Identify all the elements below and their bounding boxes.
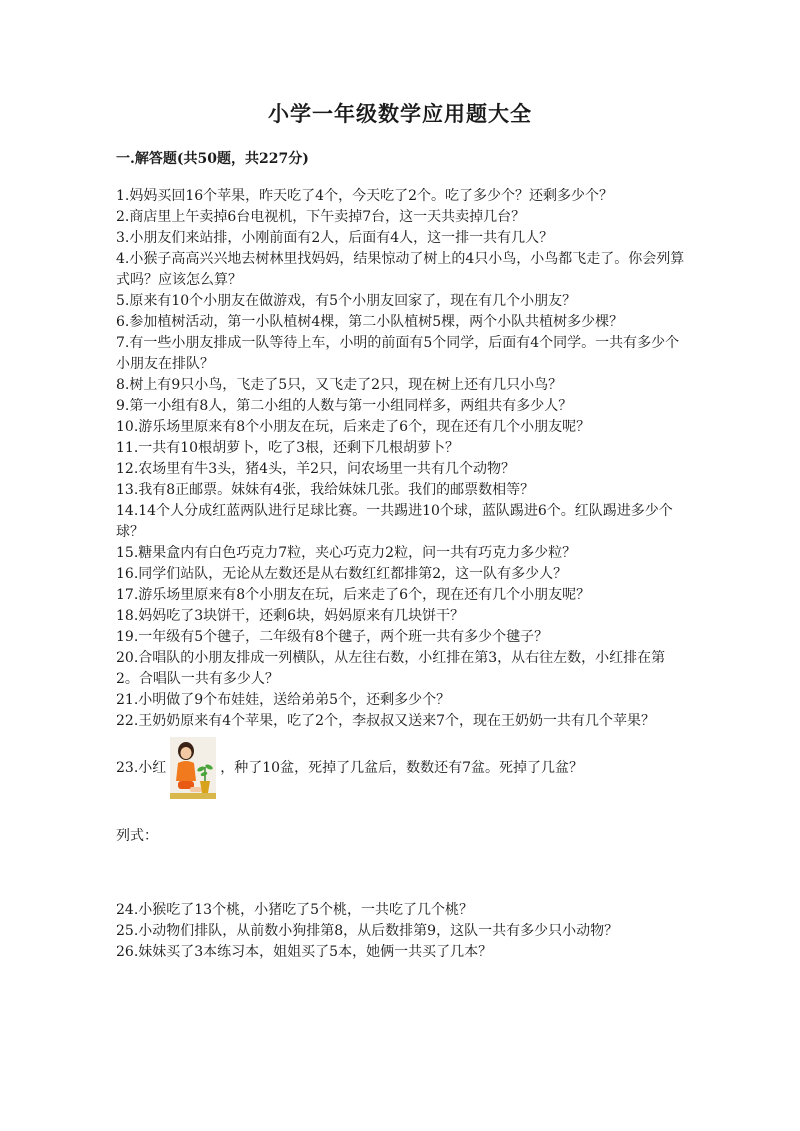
- question-20: 20.合唱队的小朋友排成一列横队，从左往右数，小红排在第3，从右往左数，小红排在第2。合唱队一共有多少人？: [116, 650, 666, 687]
- question-6: 6.参加植树活动，第一小队植树4棵，第二小队植树5棵，两个小队共植树多少棵？: [116, 314, 624, 330]
- girl-planting-image: [170, 737, 216, 799]
- question-19: 19.一年级有5个毽子，二年级有8个毽子，两个班一共有多少个毽子？: [116, 629, 549, 645]
- question-14: 14.14个人分成红蓝两队进行足球比赛。一共踢进10个球，蓝队踢进6个。红队踢进多少个球？: [116, 503, 673, 540]
- question-23: [116, 736, 688, 800]
- question-26: 26.妹妹买了3本练习本，姐姐买了5本，她俩一共买了几本？: [116, 944, 493, 960]
- section-heading: 一.解答题(共50题，共227分): [116, 151, 309, 167]
- question-11: 11.一共有10根胡萝卜，吃了3根，还剩下几根胡萝卜？: [116, 440, 459, 456]
- question-23-text-after: ，种了10盆，死掉了几盆后，数数还有7盆。死掉了几盆？: [220, 759, 583, 776]
- question-13: 13.我有8正邮票。妹妹有4张，我给妹妹几张。我们的邮票数相等？: [116, 482, 535, 498]
- question-3: 3.小朋友们来站排，小刚前面有2人，后面有4人，这一排一共有几人？: [116, 230, 554, 246]
- question-16: 16.同学们站队，无论从左数还是从右数红红都排第2，这一队有多少人？: [116, 566, 568, 582]
- question-12: 12.农场里有牛3头，猪4头，羊2只，问农场里一共有几个动物？: [116, 461, 515, 477]
- question-7: 7.有一些小朋友排成一队等待上车，小明的前面有5个同学，后面有4个同学。一共有多少个小朋友在排队？: [116, 335, 680, 372]
- question-18: 18.妈妈吃了3块饼干，还剩6块，妈妈原来有几块饼干？: [116, 608, 465, 624]
- question-25: 25.小动物们排队，从前数小狗排第8，从后数排第9，这队一共有多少只小动物？: [116, 923, 619, 939]
- question-24: 24.小猴吃了13个桃，小猪吃了5个桃，一共吃了几个桃？: [116, 902, 473, 918]
- question-1: 1.妈妈买回16个苹果，昨天吃了4个，今天吃了2个。吃了多少个？还剩多少个？: [116, 188, 613, 204]
- question-15: 15.糖果盒内有白色巧克力7粒，夹心巧克力2粒，问一共有巧克力多少粒？: [116, 545, 577, 561]
- page-title: 小学一年级数学应用题大全: [268, 101, 532, 126]
- formula-label: 列式：: [116, 828, 158, 844]
- question-5: 5.原来有10个小朋友在做游戏，有5个小朋友回家了，现在有几个小朋友？: [116, 293, 577, 309]
- question-23-text-before: 23.小红: [116, 759, 167, 776]
- question-22: 22.王奶奶原来有4个苹果，吃了2个，李叔叔又送来7个，现在王奶奶一共有几个苹果？: [116, 713, 655, 729]
- question-9: 9.第一小组有8人，第二小组的人数与第一小组同样多，两组共有多少人？: [116, 398, 573, 414]
- question-list: [116, 186, 688, 963]
- question-2: 2.商店里上午卖掉6台电视机，下午卖掉7台，这一天共卖掉几台？: [116, 209, 526, 225]
- question-4: 4.小猴子高高兴兴地去树林里找妈妈，结果惊动了树上的4只小鸟，小鸟都飞走了。你会列算式吗？应该怎么算？: [116, 251, 685, 288]
- answer-space: [116, 847, 688, 900]
- question-10: 10.游乐场里原来有8个小朋友在玩，后来走了6个，现在还有几个小朋友呢？: [116, 419, 591, 435]
- question-8: 8.树上有9只小鸟，飞走了5只，又飞走了2只，现在树上还有几只小鸟？: [116, 377, 563, 393]
- question-21: 21.小明做了9个布娃娃，送给弟弟5个，还剩多少个？: [116, 692, 451, 708]
- question-17: 17.游乐场里原来有8个小朋友在玩，后来走了6个，现在还有几个小朋友呢？: [116, 587, 591, 603]
